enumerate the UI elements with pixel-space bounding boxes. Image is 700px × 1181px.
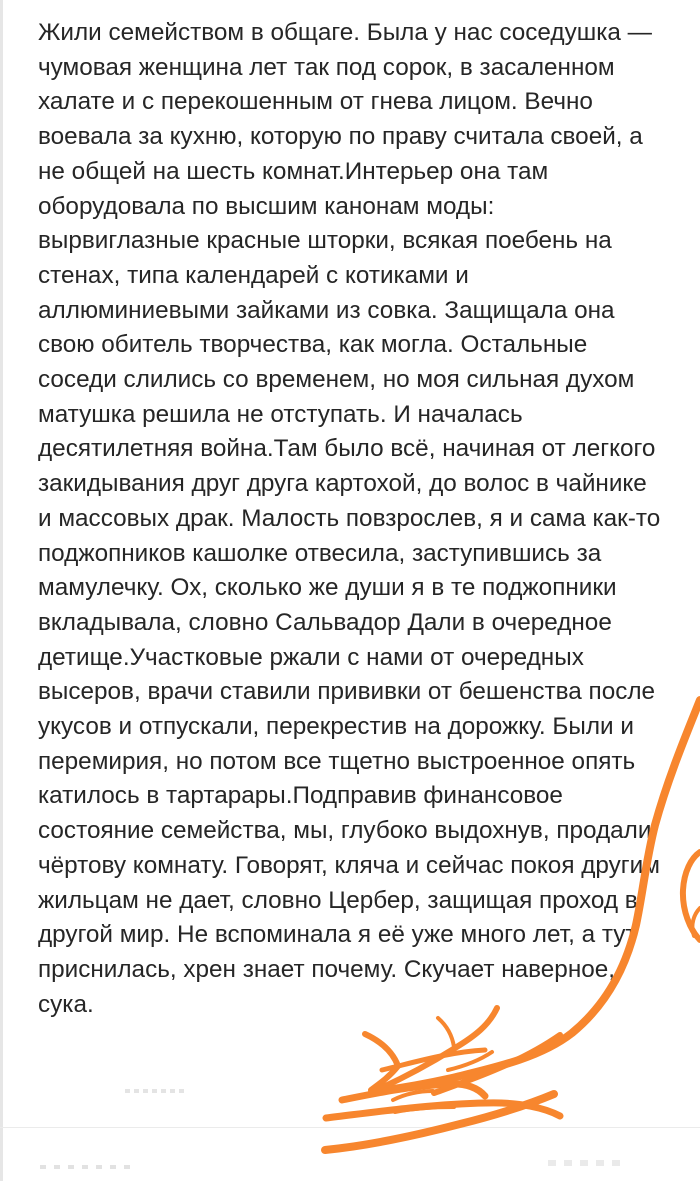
story-line: закидывания друг друга картохой, до волос в чайнике <box>38 470 647 498</box>
story-line: приснилась, хрен знает почему. Скучает наверное, <box>38 955 616 983</box>
story-line: жильцам не дает, словно Цербер, защищая проход в <box>38 886 638 914</box>
story-line: матушка решила не отступать. И началась <box>38 400 523 428</box>
story-line: вкладывала, словно Сальвадор Дали в очередное <box>38 608 612 636</box>
bottom-divider <box>0 1127 700 1128</box>
story-line: чумовая женщина лет так под сорок, в засаленном <box>38 53 615 81</box>
story-line: вырвиглазные красные шторки, всякая поебень на <box>38 227 612 255</box>
story-line: укусов и отпускали, перекрестив на дорожку. Были и <box>38 713 634 741</box>
story-line: стенах, типа календарей с котиками и <box>38 261 469 289</box>
story-line: чёртову комнату. Говорят, кляча и сейчас покоя другим <box>38 851 660 879</box>
story-line: воевала за кухню, которую по праву считала своей, а <box>38 123 643 151</box>
story-line: другой мир. Не вспоминала я её уже много лет, а тут <box>38 921 637 949</box>
story-line: не общей на шесть комнат.Интерьер она там <box>38 157 549 185</box>
faint-footer-mark-right <box>548 1160 628 1166</box>
story-line: сука. <box>38 990 94 1018</box>
faint-footer-mark-left <box>40 1165 135 1169</box>
story-line: состояние семейства, мы, глубоко выдохнув, продали <box>38 817 652 845</box>
story-line: оборудовала по высшим канонам моды: <box>38 192 495 220</box>
story-line: соседи слились со временем, но моя сильная духом <box>38 366 635 394</box>
story-line: Жили семейством в общаге. Была у нас соседушка — <box>38 19 652 46</box>
story-line: свою обитель творчества, как могла. Остальные <box>38 331 588 359</box>
story-line: детище.Участковые ржали с нами от очередных <box>38 643 584 671</box>
story-line: аллюминиевыми зайками из совка. Защищала она <box>38 296 615 324</box>
story-line: и массовых драк. Малость повзрослев, я и сама как-то <box>38 504 661 532</box>
left-edge-border <box>0 0 3 1181</box>
story-line: поджопников кашолке отвесила, заступившись за <box>38 539 602 567</box>
story-line: перемирия, но потом все тщетно выстроенное опять <box>38 747 636 775</box>
story-text <box>38 16 678 1022</box>
story-line: высеров, врачи ставили прививки от бешенства после <box>38 678 656 706</box>
story-line: катилось в тартарары.Подправив финансовое <box>38 782 563 810</box>
story-line: мамулечку. Ох, сколько же души я в те поджопники <box>38 574 617 602</box>
faint-ellipsis-mark <box>125 1089 185 1093</box>
story-line: халате и с перекошенным от гнева лицом. Вечно <box>38 88 593 116</box>
story-line: десятилетняя война.Там было всё, начиная от легкого <box>38 435 656 463</box>
